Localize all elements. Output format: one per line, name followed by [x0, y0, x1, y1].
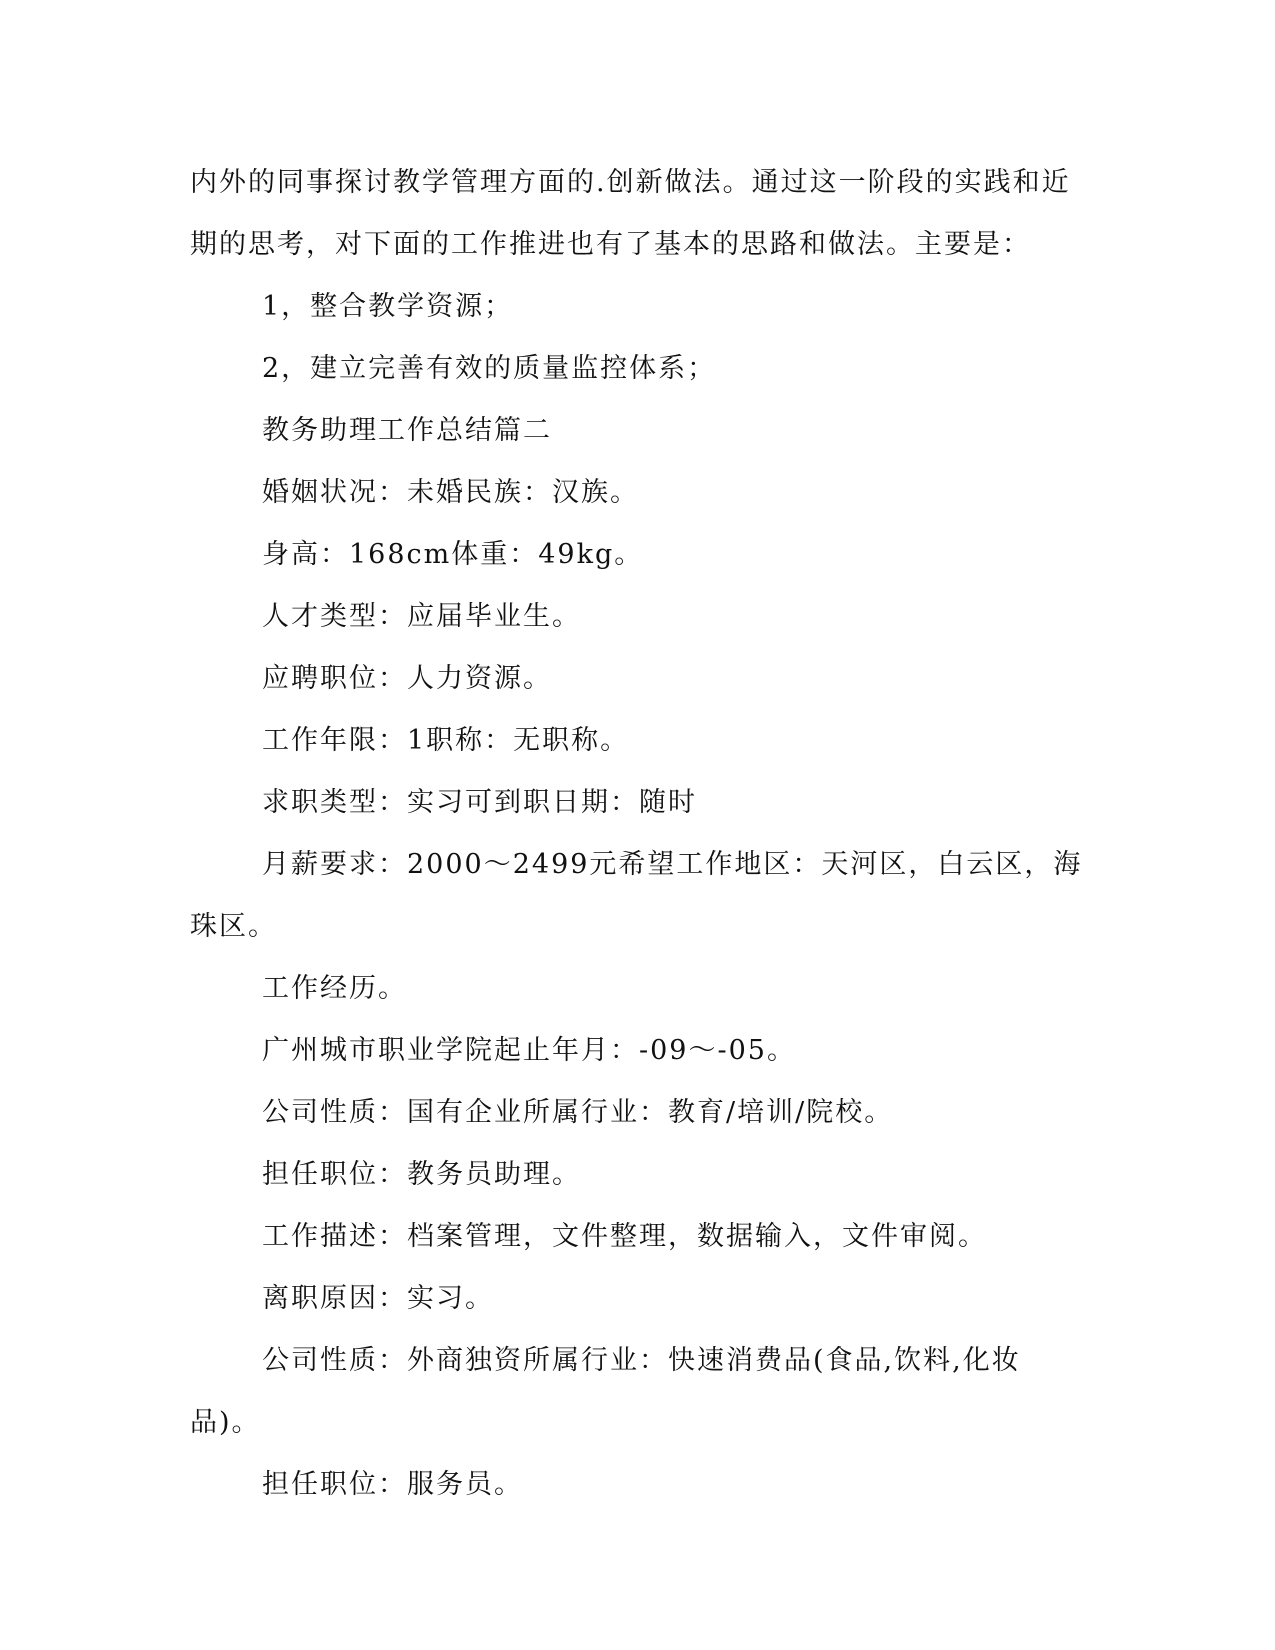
- experience-company-nature-2: 公司性质：外商独资所属行业：快速消费品(食品,饮料,化妆品)。: [190, 1345, 1021, 1438]
- paragraph-intro-continued: 内外的同事探讨教学管理方面的.创新做法。通过这一阶段的实践和近期的思考，对下面的工作推进也有了基本的思路和做法。主要是：: [190, 167, 1071, 260]
- info-marital-status: 婚姻状况：未婚民族：汉族。: [262, 477, 639, 508]
- info-job-type: 求职类型：实习可到职日期：随时: [262, 787, 697, 818]
- list-item-integrate-resources: 1，整合教学资源；: [262, 291, 514, 322]
- info-work-years: 工作年限：1职称：无职称。: [262, 725, 630, 756]
- work-experience-heading: 工作经历。: [262, 973, 407, 1004]
- experience-leave-reason-1: 离职原因：实习。: [262, 1283, 494, 1314]
- document-body: [190, 152, 1090, 1516]
- experience-school-period: 广州城市职业学院起止年月：-09～-05。: [262, 1035, 796, 1066]
- section-heading: 教务助理工作总结篇二: [262, 415, 552, 446]
- info-applied-position: 应聘职位：人力资源。: [262, 663, 552, 694]
- experience-position-2: 担任职位：服务员。: [262, 1469, 523, 1500]
- experience-description-1: 工作描述：档案管理，文件整理，数据输入，文件审阅。: [262, 1221, 987, 1252]
- info-salary-region: 月薪要求：2000～2499元希望工作地区：天河区，白云区，海珠区。: [190, 849, 1083, 942]
- experience-company-nature-1: 公司性质：国有企业所属行业：教育/培训/院校。: [262, 1097, 894, 1128]
- list-item-quality-monitoring: 2，建立完善有效的质量监控体系；: [262, 353, 717, 384]
- experience-position-1: 担任职位：教务员助理。: [262, 1159, 581, 1190]
- info-talent-type: 人才类型：应届毕业生。: [262, 601, 581, 632]
- info-height-weight: 身高：168cm体重：49kg。: [262, 539, 644, 570]
